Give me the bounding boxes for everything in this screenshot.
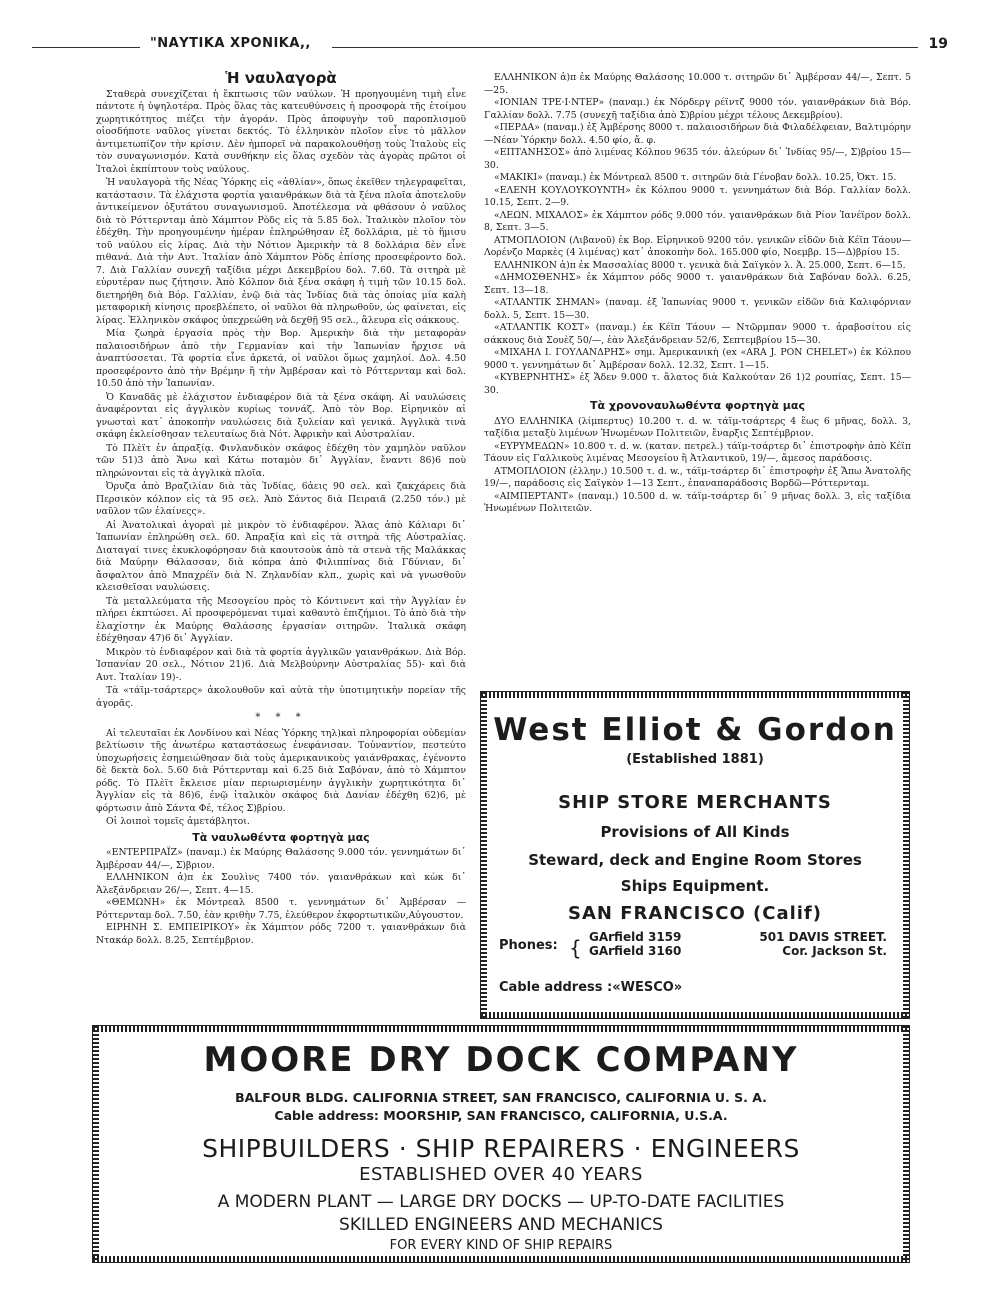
article-paragraph: Τὰ μεταλλεύματα τῆς Μεσογείου πρὸς τὸ Κόντινεντ καὶ τὴν Ἀγγλίαν ἐν πλήρει ἐκπτώσει. Αἱ προσφερόμεναι τιμαὶ καθαυτὸ ἐπιζήμιοι. Τὸ ἀπὸ διὰ τὴν ἐλαχίστην ἐκ Μαύρης Θαλάσσης ἐργασίαν σιτηρῶν. Ἰταλικὰ σκάφη ἐδέχθησαν 47)6 δι᾽ Ἀγγλίαν. xyxy=(96,595,466,644)
charter-entry: «ΔΗΜΟΣΘΕΝΗΣ» ἐκ Χάμπτον ρόδς 9000 τ. γαιανθράκων διὰ Σαβόναν δολλ. 6.25, Σεπτ. 13—18. xyxy=(484,272,911,296)
ad-repairs: FOR EVERY KIND OF SHIP REPAIRS xyxy=(389,1238,613,1253)
ad-line: Provisions of All Kinds xyxy=(600,823,790,841)
ad-phones-label: Phones: xyxy=(499,938,558,953)
left-column xyxy=(96,69,466,947)
time-charter-entry: «ΑΙΜΠΕΡΤΑΝΤ» (παναμ.) 10.500 d. w. τάϊμ-τσάρτερ δι᾽ 9 μῆνας δολλ. 3, εἰς ταξίδια Ἡνωμένων Πολιτειῶν. xyxy=(484,490,911,514)
header-rule-right xyxy=(332,47,918,49)
article-paragraph: Μία ζωηρὰ ἐργασία πρὸς τὴν Βορ. Ἀμερικὴν διὰ τὴν μεταφορὰν παλαιοσιδήρων ἀπὸ τὴν Γερμανίαν καὶ τὴν Ἰαπωνίαν ἤρχισε νὰ ἀναπτύσσεται. Τὰ φορτία εἶνε ἀρκετά, οἱ ναῦλοι ὅμως χαμηλοί. Δολ. 4.50 προσεφέροντο ἀπὸ τὴν Βρέμην ἢ τὴν Ἀμβέρσαν καὶ τὸ Ρόττερνταμ καὶ δολ. 10.50 ἀπὸ τὴν Ἰαπωνίαν. xyxy=(96,328,466,389)
charter-entry: «ΜΑΚΙΚΙ» (παναμ.) ἐκ Μόντρεαλ 8500 τ. σιτηρῶν διὰ Γένοβαν δολλ. 10.25, Ὀκτ. 15. xyxy=(494,172,897,183)
charter-entry: ΕΛΛΗΝΙΚΟΝ ἀ)π ἐκ Μασσαλίας 8000 τ. γενικὰ διὰ Σαϊγκὸν λ. Ἀ. 25.000, Σεπτ. 6—15. xyxy=(494,259,906,271)
article-paragraph: Ὁ Καναδᾶς μὲ ἐλάχιστον ἐνδιαφέρον διὰ τὰ ξένα σκάφη. Αἱ ναυλώσεις ἀναφέρονται εἰς ἀγγλικὸν κυρίως τοννάζ. Ἀπὸ τὸν Βορ. Εἰρηνικὸν αἱ γνωσταὶ κατ᾽ ἀποκοπὴν ναυλώσεις διὰ ξυλείαν καὶ γενικά. Ἀγγλικὰ τινὰ σκάφη ἐκλείσθησαν τελευταίως διὰ Νότ. Ἀφρικὴν καὶ Αὐστραλίαν. xyxy=(96,391,466,440)
charter-entry: «ΑΤΛΑΝΤΙΚ ΣΗΜΑΝ» (παναμ. ἐξ Ἰαπωνίας 9000 τ. γενικῶν εἰδῶν διὰ Καλιφόρνιαν δολλ. 5, Σεπτ. 15—30. xyxy=(484,297,911,321)
article-paragraph: Τὰ «τάϊμ-τσάρτερς» ἀκολουθοῦν καὶ αὐτὰ τὴν ὑποτιμητικὴν πορείαν τῆς ἀγορᾶς. xyxy=(96,685,466,709)
ad-cable-address: Cable address: MOORSHIP, SAN FRANCISCO, CALIFORNIA, U.S.A. xyxy=(274,1108,728,1123)
ad-cable-address: Cable address :«WESCO» xyxy=(499,980,683,995)
article-paragraph: Σταθερὰ συνεχίζεται ἡ ἔκπτωσις τῶν ναύλων. Ἡ προηγουμένη τιμὴ εἶνε πάντοτε ἡ ὑψηλοτέρα. Πρὸς ὅλας τὰς κατευθύνσεις ἡ προσφορὰ τῆς ἑτοίμου χωρητικότητος πιέζει τὴν ἀγοράν. Πρὸς ἀποφυγὴν τοῦ παροπλισμοῦ οἱοσδήποτε ναῦλος γίνεται δεκτός. Τὸ ἑλληνικὸν πλοῖον εἶνε τὸ μᾶλλον ἀντιμετωπίζον τὴν κρίσιν. Δὲν ἠμπορεῖ νὰ παρακολουθήσῃ τοὺς Ἰταλοὺς εἰς τὸν συναγωνισμόν. Κατὰ συνθήκην εἰς ὅλας σχεδὸν τὰς ἀγορὰς πρῶτοι οἱ Ἰταλοὶ ἐκπίπτουν τοὺς ναύλους. xyxy=(96,88,466,175)
ad-phone-1: GArfield 3159 xyxy=(589,930,682,944)
ad-phone-numbers xyxy=(589,930,681,958)
ad-address-2: Cor. Jackson St. xyxy=(782,944,887,958)
article-paragraph: Ἡ ναυλαγορὰ τῆς Νέας Ὑόρκης εἰς «ἀθλίαν», ὅπως ἐκεῖθεν τηλεγραφεῖται, κατάστασιν. Τὰ ἐλάχιστα φορτία γαιανθράκων διὰ τὰ ξένα πλοῖα ἀποτελοῦν ἀντικείμενον ὀξυτάτου συναγωνισμοῦ. Ἀποτέλεσμα νὰ φθάσουν ὁ ναῦλος διὰ τὸ Ρόττερνταμ ἀπὸ Χάμπτον Ρὸδς εἰς τὰ 5.85 δολ. Ἰταλικὸν πλοῖον τὸν ἐδέχθη. Τὴν προηγουμένην ἡμέραν ἐπληρώθησαν ἐξ δολλάρια, μὲ τὸ ἥμισυ τοῦ ναύλου εἰς λίρας. Διὰ τὴν Νότιον Ἀμερικὴν τὰ 8 δολλάρια δὲν εἶνε πιθανά. Διὰ τὴν Αυτ. Ἰταλίαν ἀπὸ Χάμπτον Ρὸδς ἐπίσης προσεφέροντο δολ. 7. Διὰ Γαλλίαν συνεχῆ ταξίδια μέχρι Δεκεμβρίου δολ. 7.60. Τὰ σιτηρὰ μὲ εὐρυτέραν πως ζήτησιν. Ἀπὸ Κόλπον διὰ ξένα σκάφη ἡ τιμὴ τῶν 10.15 δολ. διετηρήθη διὰ Βόρ. Γαλλίαν, ἐνῷ διὰ τὰς Ἰνδίας διὰ τὰς ὁποίας μία καλὴ μεταφορικὴ κίνησις προεβλέπετο, οἱ ναῦλοι θὰ πληρωθοῦν, ὡς φαίνεται, εἰς λίρας. Ἑλληνικὸν σκάφος ὑπεχρεώθη νὰ δεχθῇ 95 σελ., ἄλευρα εἰς σάκκους. xyxy=(96,177,466,326)
section-separator: * * * xyxy=(255,712,307,723)
ad-line: SHIP STORE MERCHANTS xyxy=(558,792,832,813)
charter-entry: «ΚΥΒΕΡΝΗΤΗΣ» ἐξ Ἄδεν 9.000 τ. ἅλατος διὰ Καλκούταν 26 1)2 ρουπίας, Σεπτ. 15—30. xyxy=(484,372,911,396)
charter-entry: «ΛΕΩΝ. ΜΙΧΑΛΟΣ» ἐκ Χάμπτον ρόδς 9.000 τόν. γαιανθράκων διὰ Ρίον Ἰανέϊρον δολλ. 8, Σεπτ. 3—5. xyxy=(484,209,911,233)
ad-street-address xyxy=(759,930,887,958)
time-charter-entry: ΑΤΜΟΠΛΟΙΟΝ (ἑλλην.) 10.500 τ. d. w., τάϊμ-τσάρτερ δι᾽ ἐπιστροφὴν ἐξ Ἄπω Ἀνατολῆς 19/—, παράδοσις εἰς Σαϊγκὸν 1—13 Σεπτ., ἐπαναπαράδοσις Βορδῶ—Ρόττερνταμ. xyxy=(484,465,911,489)
running-header xyxy=(32,36,968,58)
article-paragraph: Μικρὸν τὸ ἐνδιαφέρον καὶ διὰ τὰ φορτία ἀγγλικῶν γαιανθράκων. Διὰ Βόρ. Ἰσπανίαν 20 σελ., Νότιον 21)6. Διὰ Μελβούρνην Αὐστραλίας 55)- καὶ διὰ Αυτ. Ἰταλίαν 19)-. xyxy=(96,646,466,683)
time-charter-entry: «ΕΥΡΥΜΕΔΩΝ» 10.800 τ. d. w. (καταν. πετρελ.) τάϊμ-τσάρτερ δι᾽ ἐπιστροφὴν ἀπὸ Κέϊπ Τάουν εἰς Γαλλικοὺς λιμένας Μεσογείου ἢ Ἀτλαντικοῦ, 19/—, ἄμεσος παράδοσις. xyxy=(484,440,911,464)
advertisement-moore-dry-dock xyxy=(92,1025,910,1263)
charter-entry: «ΑΤΛΑΝΤΙΚ ΚΟΣΤ» (παναμ.) ἐκ Κέϊπ Τάουν — Ντῶρμπαν 9000 τ. ἀραβοσίτου εἰς σάκκους διὰ Σουὲζ 50/—, ἐὰν Ἀλεξάνδρειαν 52/6, Σεπτεμβρίου 15—30. xyxy=(484,322,911,346)
ad-border-top xyxy=(481,692,909,698)
article-paragraph: Αἱ τελευταῖαι ἐκ Λονδίνου καὶ Νέας Ὑόρκης τηλ)καὶ πληροφορίαι οὐδεμίαν βελτίωσιν τῆς ἀνωτέρω καταστάσεως ἐνεφάνισαν. Τοὐναντίον, πεστεύτο ὑποχωρήσεις ἐσημειώθησαν διὰ τοὺς ἀμερικανικοὺς γαιάνθρακας, ἐγένοντο δὲ δεκτὰ δολ. 5.60 διὰ Ρόττερνταμ καὶ 6.25 διὰ Σαβόναν, ἀπὸ τὸ Χάμπτον ρόδς. Τὸ Πλὲϊτ ἔκλεισε μίαν περιωρισμένην ἀγγλικὴν χωρητικότητα δι᾽ Ἀγγλίαν εἰς τὰ 86)6, ἐνῷ ἰταλικὸν σκάφος διὰ Δανίαν ἐδέχθη 62)6, μὲ φόρτωσιν ἀπὸ Σάντα Φέ, τέλος Σ)βρίου. xyxy=(96,727,466,814)
ad-plant: A MODERN PLANT — LARGE DRY DOCKS — UP-TO-DATE FACILITIES xyxy=(217,1192,785,1212)
ad-skilled: SKILLED ENGINEERS AND MECHANICS xyxy=(339,1215,663,1235)
ad-border-top xyxy=(93,1026,909,1032)
charter-entry: «ΙΟΝΙΑΝ ΤΡΕ·Ι·ΝΤΕΡ» (παναμ.) ἐκ Νόρδεργ ρέϊντζ 9000 τόν. γαιανθράκων διὰ Βόρ. Γαλλίαν δολλ. 7.75 (συνεχῆ ταξίδια ἀπὸ Σ)βρίου μέχρι τέλους Δεκεμβρίου). xyxy=(484,97,911,121)
ad-border-bottom xyxy=(481,1012,909,1018)
ad-established: ESTABLISHED OVER 40 YEARS xyxy=(359,1164,643,1185)
charter-entry: ΕΛΛΗΝΙΚΟΝ ἀ)π ἐκ Σουλὶνς 7400 τόν. γαιανθράκων καὶ κὼκ δι᾽ Ἀλεξάνδρειαν 26/—, Σεπτ. 4—15. xyxy=(96,872,466,896)
charter-entry: ΕΛΛΗΝΙΚΟΝ ἀ)π ἐκ Μαύρης Θαλάσσης 10.000 τ. σιτηρῶν δι᾽ Ἀμβέρσαν 44/—, Σεπτ. 5—25. xyxy=(484,72,911,96)
charter-entry: «ΕΠΤΑΝΗΣΟΣ» ἀπὸ λιμένας Κόλπου 9635 τόν. ἀλεύρων δι᾽ Ἰνδίας 95/—, Σ)βρίου 15—30. xyxy=(484,147,911,171)
charter-entry: «ΕΝΤΕΡΠΡΑΪΖ» (παναμ.) ἐκ Μαύρης Θαλάσσης 9.000 τόν. γεννημάτων δι᾽ Ἀμβέρσαν 44/—, Σ)βριον. xyxy=(96,847,466,871)
charter-entry: ΕΙΡΗΝΗ Σ. ΕΜΠΕΙΡΙΚΟΥ» ἐκ Χάμπτον ρόδς 7200 τ. γαιανθράκων διὰ Ντακάρ δολλ. 8.25, Σεπτέμβριον. xyxy=(96,922,466,946)
ad-line: Steward, deck and Engine Room Stores xyxy=(528,851,862,869)
right-column xyxy=(484,72,911,516)
ad-company-name: MOORE DRY DOCK COMPANY xyxy=(203,1040,799,1080)
ad-address-1: 501 DAVIS STREET. xyxy=(759,930,887,944)
page-number: 19 xyxy=(928,36,948,52)
article-paragraph: Αἱ Ἀνατολικαὶ ἀγοραὶ μὲ μικρὸν τὸ ἐνδιαφέρον. Ἄλας ἀπὸ Κάλιαρι δι᾽ Ἰαπωνίαν ἐπληρώθη σελ. 60. Ἀπραξία καὶ εἰς τὰ σιτηρὰ τῆς Αὐστραλίας. Διαταγαί τινες ἐκυκλοφόρησαν διὰ καουτσοὺκ ἀπὸ τὰ στενὰ τῆς Μαλάκκας διὰ Μαύρην Θάλασσαν, διὰ κόπρα ἀπὸ Φιλιππίνας διὰ Γδύνιαν, δι᾽ ἄσφαλτον ἀπὸ Μπαχρέϊν διὰ Ν. Ζηλανδίαν κλπ., χωρὶς καὶ νὰ γνωσθοῦν κλεισθεῖσαι ναυλώσεις. xyxy=(96,519,466,593)
ad-city: SAN FRANCISCO (Calif) xyxy=(567,903,822,924)
time-charter-entry: ΔΥΟ ΕΛΛΗΝΙΚΑ (λίμπερτυς) 10.200 τ. d. w. τάϊμ-τσάρτερς 4 ἕως 6 μῆνας, δολλ. 3, ταξίδια μεταξὺ λιμένων Ἡνωμένων Πολιτειῶν, ἔναρξις Σεπτέμβριον. xyxy=(484,415,911,439)
time-chartered-heading: Τὰ χρονοναυλωθέντα φορτηγὰ μας xyxy=(590,399,805,412)
ad-established: (Established 1881) xyxy=(626,752,764,767)
header-rule-left xyxy=(32,47,140,49)
charter-entry: «ΜΙΧΑΗΛ Ι. ΓΟΥΛΑΝΔΡΗΣ» σημ. Ἀμερικανικὴ (ex «ARA J. PON CHELET») ἐκ Κόλπου 9000 τ. γεννημάτων δι᾽ Ἀμβέρσαν δολλ. 12.32, Σεπτ. 1—15. xyxy=(484,347,911,371)
charter-entry: «ΘΕΜΩΝΗ» ἐκ Μόντρεαλ 8500 τ. γεννημάτων δι᾽ Ἀμβέρσαν — Ρόττερνταμ δολ. 7.50, ἐὰν κριθὴν 7.75, ἐλεύθερον ἐκφορτωτικῶν,Αὐγουστον. xyxy=(96,897,466,921)
article-heading: Ἡ ναυλαγορὰ xyxy=(225,69,337,87)
charter-entry: «ΠΕΡΔΑ» (παναμ.) ἐξ Ἀμβέρσης 8000 τ. παλαιοσιδήρων διὰ Φιλαδέλφειαν, Βαλτιμόρην—Νέαν Ὑόρκην δολλ. 4.50 φίο, ἄ. φ. xyxy=(484,122,911,146)
charter-entry: ΑΤΜΟΠΛΟΙΟΝ (Λιβανοῦ) ἐκ Βορ. Εἰρηνικοῦ 9200 τόν. γενικῶν εἰδῶν διὰ Κέϊπ Τάουν—Λορένζο Μαρκὲς (4 λιμένας) κατ᾽ ἀποκοπὴν δολ. 165.000 φίο, Νοεμβρ. 15—Δ)βρίου 15. xyxy=(484,234,911,258)
publication-title: "ΝΑΥΤΙΚΑ ΧΡΟΝΙΚΑ,, xyxy=(150,36,311,51)
ad-border-bottom xyxy=(93,1256,909,1262)
article-paragraph: Ὀρυζα ἀπὸ Βραζιλίαν διὰ τὰς Ἰνδίας, 6ἀεις 90 σελ. καὶ ζακχάρεις διὰ Περσικὸν κόλπον εἰς τὰ 95 σελ. Ἀπὸ Σάντος διὰ Πειραιᾶ (2.250 τόν.) μὲ ναῦλον τῶν ἐλαίνεςς». xyxy=(96,481,466,517)
ad-services: SHIPBUILDERS · SHIP REPAIRERS · ENGINEERS xyxy=(202,1134,800,1163)
advertisement-west-elliot xyxy=(480,691,910,1019)
chartered-ships-heading: Τὰ ναυλωθέντα φορτηγὰ μας xyxy=(192,830,370,844)
ad-company-name: West Elliot & Gordon xyxy=(493,712,897,748)
article-paragraph: Τὸ Πλὲϊτ ἐν ἀπραξίᾳ. Φινλανδικὸν σκάφος ἐδέχθη τὸν χαμηλὸν ναῦλον τῶν 51)3 ἀπὸ Ἄνω καὶ Κάτω ποταμὸν δι᾽ Ἀγγλίαν, ἔναντι 86)6 ποὺ πληρώνονται εἰς τὰ ἀγγλικὰ πλοῖα. xyxy=(96,442,466,479)
ad-line: Ships Equipment. xyxy=(620,877,770,895)
ad-phone-2: GArfield 3160 xyxy=(589,944,682,958)
charter-entry: «ΕΛΕΝΗ ΚΟΥΛΟΥΚΟΥΝΤΗ» ἐκ Κόλπου 9000 τ. γεννημάτων διὰ Βόρ. Γαλλίαν δολλ. 10.15, Σεπτ. 2—9. xyxy=(484,184,911,208)
ad-address: BALFOUR BLDG. CALIFORNIA STREET, SAN FRANCISCO, CALIFORNIA U. S. A. xyxy=(235,1090,767,1105)
article-paragraph: Οἱ λοιποὶ τομεῖς ἀμετάβλητοι. xyxy=(106,816,250,827)
brace-icon: { xyxy=(569,936,582,960)
